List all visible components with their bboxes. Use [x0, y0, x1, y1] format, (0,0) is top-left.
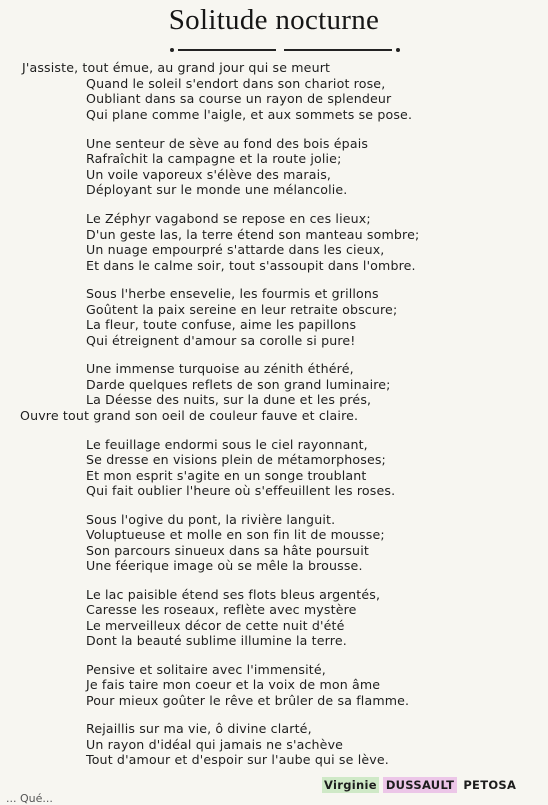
poem-line: Une féerique image où se mêle la brousse.	[86, 558, 363, 573]
poem-line: Ouvre tout grand son oeil de couleur fauve et claire.	[20, 408, 359, 423]
poem-line: Rafraîchit la campagne et la route jolie;	[86, 151, 342, 166]
poem-line: Le feuillage endormi sous le ciel rayonnant,	[86, 437, 368, 452]
poem-line: Qui étreignent d'amour sa corolle si pure!	[86, 333, 356, 348]
poem-line: Son parcours sinueux dans sa hâte poursuit	[86, 543, 369, 558]
poem-line: Le Zéphyr vagabond se repose en ces lieux;	[86, 211, 371, 226]
poem-line: Et mon esprit s'agite en un songe troublant	[86, 468, 367, 483]
poem-line: Tout d'amour et d'espoir sur l'aube qui se lève.	[86, 752, 389, 767]
poem-line: Et dans le calme soir, tout s'assoupit dans l'ombre.	[86, 258, 416, 273]
poem-line: Une immense turquoise au zénith éthéré,	[86, 361, 354, 376]
poem-title: Solitude nocturne	[168, 4, 380, 36]
poem-line: Se dresse en visions plein de métamorphoses;	[86, 452, 386, 467]
poem-line: Qui fait oublier l'heure où s'effeuillent les roses.	[86, 483, 396, 498]
poem-line: Sous l'herbe ensevelie, les fourmis et grillons	[86, 286, 379, 301]
poem-line: Goûtent la paix sereine en leur retraite obscure;	[86, 302, 398, 317]
poem-line: Déployant sur le monde une mélancolie.	[86, 182, 348, 197]
author-last-name: PETOSA	[463, 778, 517, 792]
ornament-dot-left	[170, 48, 174, 52]
poem-line: La Déesse des nuits, sur la dune et les prés,	[86, 392, 372, 407]
poem-line: Oubliant dans sa course un rayon de splendeur	[86, 91, 392, 106]
poem-line: Pensive et solitaire avec l'immensité,	[86, 662, 326, 677]
poem-line: Darde quelques reflets de son grand luminaire;	[86, 377, 391, 392]
poem-line: Qui plane comme l'aigle, et aux sommets se pose.	[86, 107, 413, 122]
cropped-footer-text: ... Qué...	[6, 792, 53, 805]
author-middle-name: DUSSAULT	[383, 777, 458, 793]
poem-line: Dont la beauté sublime illumine la terre.	[86, 633, 347, 648]
poem-line: Un voile vaporeux s'élève des marais,	[86, 167, 332, 182]
ornament-line-right	[284, 49, 392, 51]
poem-line: J'assiste, tout émue, au grand jour qui se meurt	[22, 60, 331, 75]
title-ornament	[168, 46, 400, 54]
poem-line: Sous l'ogive du pont, la rivière languit.	[86, 512, 336, 527]
poem-line: Un nuage empourpré s'attarde dans les cieux,	[86, 242, 385, 257]
poem-line: Une senteur de sève au fond des bois épais	[86, 136, 369, 151]
poem-line: D'un geste las, la terre étend son manteau sombre;	[86, 227, 420, 242]
poem-line: Un rayon d'idéal qui jamais ne s'achève	[86, 737, 344, 752]
poem-line: Je fais taire mon coeur et la voix de mon âme	[86, 677, 381, 692]
poem-line: Le lac paisible étend ses flots bleus argentés,	[86, 587, 381, 602]
poem-line: Le merveilleux décor de cette nuit d'été	[86, 618, 345, 633]
poem-line: Pour mieux goûter le rêve et brûler de sa flamme.	[86, 693, 410, 708]
poem-line: Caresse les roseaux, reflète avec mystère	[86, 602, 357, 617]
author-first-name: Virginie	[324, 778, 377, 792]
poem-line: La fleur, toute confuse, aime les papillons	[86, 317, 357, 332]
poem-line: Quand le soleil s'endort dans son chariot rose,	[86, 76, 386, 91]
author-signature	[322, 778, 516, 792]
poem-line: Rejaillis sur ma vie, ô divine clarté,	[86, 721, 312, 736]
ornament-line-left	[178, 49, 276, 51]
poem-line: Voluptueuse et molle en son fin lit de mousse;	[86, 527, 385, 542]
ornament-dot-right	[396, 48, 400, 52]
